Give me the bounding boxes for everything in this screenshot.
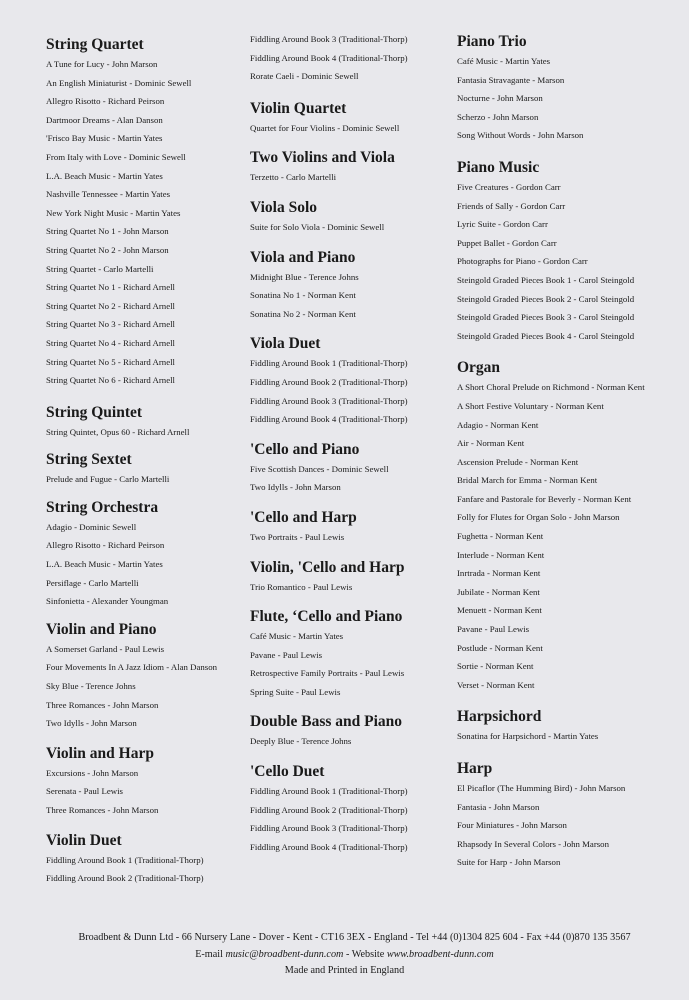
catalogue-column-3: [457, 30, 682, 872]
website-link[interactable]: www.broadbent-dunn.com: [386, 948, 494, 960]
list-item: Fantasia - John Marson: [457, 801, 540, 812]
section-violin-duet: [46, 832, 246, 888]
website-label: - Website: [343, 948, 387, 960]
section-violin-and-piano: [46, 621, 246, 733]
list-item: Ascension Prelude - Norman Kent: [457, 456, 579, 467]
catalogue-column-1: [46, 30, 246, 888]
section-violin-quartet: [250, 100, 455, 138]
contact-line: [0, 947, 689, 964]
list-item: Steingold Graded Pieces Book 3 - Carol Steingold: [457, 312, 635, 323]
section-two-violins-and-viola: [250, 149, 455, 187]
section-harpsichord: [457, 708, 682, 746]
list-item: Fiddling Around Book 1 (Traditional-Thorp): [46, 854, 204, 865]
section-heading: 'Cello Duet: [250, 763, 325, 781]
section-heading: Harp: [457, 760, 493, 777]
list-item: String Quartet No 3 - Richard Arnell: [46, 319, 175, 330]
list-item: Sky Blue - Terence Johns: [46, 681, 136, 692]
list-item: Fiddling Around Book 1 (Traditional-Thorp): [250, 786, 408, 797]
email-label: E-mail: [195, 948, 226, 960]
section-heading: Viola Solo: [250, 198, 318, 216]
publisher-footer: [0, 930, 689, 980]
section-violin-and-harp: [46, 745, 246, 820]
list-item: Retrospective Family Portraits - Paul Lewis: [250, 668, 405, 679]
list-item: Rhapsody In Several Colors - John Marson: [457, 838, 609, 849]
list-item: Menuett - Norman Kent: [457, 605, 542, 616]
section-violin-cello-and-harp: [250, 559, 455, 597]
list-item: Fiddling Around Book 1 (Traditional-Thorp): [250, 358, 408, 369]
section-cello-and-harp: [250, 509, 455, 547]
list-item: Five Creatures - Gordon Carr: [457, 181, 561, 192]
list-item: El Picaflor (The Humming Bird) - John Marson: [457, 783, 626, 793]
list-item: Lyric Suite - Gordon Carr: [457, 219, 548, 230]
list-item: Deeply Blue - Terence Johns: [250, 736, 352, 747]
list-item: Steingold Graded Pieces Book 2 - Carol Steingold: [457, 293, 635, 304]
list-item: Fantasia Stravagante - Marson: [457, 74, 565, 85]
list-item: Suite for Solo Viola - Dominic Sewell: [250, 221, 385, 232]
section-heading: 'Cello and Harp: [250, 508, 357, 526]
section-piano-trio: [457, 33, 682, 145]
publisher-address: Broadbent & Dunn Ltd - 66 Nursery Lane - Dover - Kent - CT16 3EX - England - Tel +44 (0)1304 825 604 - Fax +44 (0)870 135 3567: [78, 932, 631, 943]
list-item: Fughetta - Norman Kent: [457, 531, 544, 542]
list-item: L.A. Beach Music - Martin Yates: [46, 559, 163, 570]
list-item: Fiddling Around Book 3 (Traditional-Thorp): [250, 34, 408, 44]
section-string-quartet: [46, 36, 246, 390]
list-item: Fanfare and Pastorale for Beverly - Norman Kent: [457, 493, 632, 504]
section-heading: Organ: [457, 359, 501, 377]
list-item: Two Idylls - John Marson: [250, 482, 341, 493]
list-item: Inrtrada - Norman Kent: [457, 568, 541, 579]
list-item: Sonatina No 1 - Norman Kent: [250, 290, 356, 301]
section-heading: Piano Music: [457, 158, 540, 176]
section-heading: 'Cello and Piano: [250, 440, 360, 458]
list-item: Air - Norman Kent: [457, 438, 525, 449]
list-item: Adagio - Norman Kent: [457, 419, 539, 430]
list-item: Café Music - Martin Yates: [250, 631, 344, 642]
list-item: Allegro Risotto - Richard Peirson: [46, 96, 165, 107]
list-item: Fiddling Around Book 4 (Traditional-Thorp): [250, 414, 408, 425]
list-item: Folly for Flutes for Organ Solo - John Marson: [457, 512, 620, 523]
section-heading: String Quartet: [46, 36, 144, 53]
list-item: String Quartet No 4 - Richard Arnell: [46, 337, 175, 348]
list-item: Three Romances - John Marson: [46, 805, 159, 815]
list-item: Fiddling Around Book 3 (Traditional-Thorp): [250, 395, 408, 406]
section-string-sextet: [46, 451, 246, 489]
list-item: Allegro Risotto - Richard Peirson: [46, 540, 165, 551]
list-item: A Somerset Garland - Paul Lewis: [46, 643, 165, 654]
section-heading: Two Violins and Viola: [250, 149, 395, 167]
list-item: Four Movements In A Jazz Idiom - Alan Danson: [46, 662, 218, 673]
list-item: Prelude and Fugue - Carlo Martelli: [46, 474, 170, 485]
list-item: Photographs for Piano - Gordon Carr: [457, 256, 588, 267]
section-string-orchestra: [46, 499, 246, 611]
section-cello-duet: [250, 763, 455, 856]
list-item: Sonatina No 2 - Norman Kent: [250, 308, 356, 319]
list-item: Café Music - Martin Yates: [457, 56, 551, 66]
section-heading: Violin, 'Cello and Harp: [250, 558, 405, 576]
list-item: Jubilate - Norman Kent: [457, 586, 540, 597]
section-heading: Violin and Piano: [46, 620, 157, 638]
list-item: Interlude - Norman Kent: [457, 549, 545, 560]
section-viola-duet: [250, 335, 455, 428]
list-item: Fiddling Around Book 2 (Traditional-Thorp): [250, 376, 408, 387]
section-flute-cello-and-piano: [250, 608, 455, 701]
list-item: Spring Suite - Paul Lewis: [250, 686, 341, 697]
section-continued: [250, 30, 455, 86]
list-item: String Quartet No 1 - John Marson: [46, 226, 169, 237]
list-item: Two Idylls - John Marson: [46, 718, 137, 729]
section-heading: String Sextet: [46, 451, 132, 469]
list-item: 'Frisco Bay Music - Martin Yates: [46, 133, 163, 144]
section-heading: Viola Duet: [250, 335, 321, 353]
section-heading: Violin Duet: [46, 831, 122, 849]
list-item: Nashville Tennessee - Martin Yates: [46, 189, 171, 200]
list-item: Fiddling Around Book 4 (Traditional-Thorp): [250, 841, 408, 852]
section-heading: String Quintet: [46, 403, 143, 421]
list-item: Adagio - Dominic Sewell: [46, 521, 137, 532]
list-item: Fiddling Around Book 2 (Traditional-Thorp): [250, 804, 408, 815]
list-item: Steingold Graded Pieces Book 1 - Carol Steingold: [457, 274, 635, 285]
list-item: Midnight Blue - Terence Johns: [250, 271, 359, 282]
list-item: Sonatina for Harpsichord - Martin Yates: [457, 731, 599, 742]
list-item: Fiddling Around Book 3 (Traditional-Thorp): [250, 823, 408, 834]
list-item: Serenata - Paul Lewis: [46, 786, 123, 797]
list-item: String Quartet No 2 - Richard Arnell: [46, 300, 175, 311]
section-heading: Piano Trio: [457, 33, 527, 50]
section-organ: [457, 359, 682, 694]
list-item: String Quartet - Carlo Martelli: [46, 263, 154, 274]
section-heading: Flute, ‘Cello and Piano: [250, 608, 403, 626]
list-item: String Quartet No 2 - John Marson: [46, 244, 169, 255]
list-item: Song Without Words - John Marson: [457, 130, 584, 141]
list-item: A Tune for Lucy - John Marson: [46, 59, 158, 69]
section-viola-and-piano: [250, 249, 455, 324]
catalogue-column-2: [250, 30, 455, 856]
list-item: Pavane - Paul Lewis: [457, 624, 530, 635]
list-item: Five Scottish Dances - Dominic Sewell: [250, 463, 389, 474]
list-item: Scherzo - John Marson: [457, 111, 539, 122]
list-item: Fiddling Around Book 4 (Traditional-Thorp): [250, 52, 408, 63]
list-item: String Quartet No 1 - Richard Arnell: [46, 282, 175, 293]
list-item: Three Romances - John Marson: [46, 699, 159, 710]
list-item: Steingold Graded Pieces Book 4 - Carol Steingold: [457, 330, 635, 341]
list-item: Verset - Norman Kent: [457, 679, 535, 690]
list-item: Nocturne - John Marson: [457, 93, 543, 104]
list-item: Two Portraits - Paul Lewis: [250, 531, 345, 542]
list-item: L.A. Beach Music - Martin Yates: [46, 170, 163, 181]
list-item: Rorate Caeli - Dominic Sewell: [250, 71, 359, 82]
section-double-bass-and-piano: [250, 713, 455, 751]
list-item: String Quartet No 6 - Richard Arnell: [46, 375, 175, 386]
section-heading: Viola and Piano: [250, 248, 356, 266]
list-item: Four Miniatures - John Marson: [457, 820, 567, 831]
list-item: A Short Festive Voluntary - Norman Kent: [457, 400, 604, 411]
section-heading: Violin Quartet: [250, 99, 347, 117]
list-item: Dartmoor Dreams - Alan Danson: [46, 114, 163, 125]
section-cello-and-piano: [250, 441, 455, 497]
list-item: Terzetto - Carlo Martelli: [250, 172, 337, 183]
list-item: Trio Romantico - Paul Lewis: [250, 581, 353, 592]
list-item: Fiddling Around Book 2 (Traditional-Thorp): [46, 873, 204, 884]
list-item: Postlude - Norman Kent: [457, 642, 543, 653]
list-item: Puppet Ballet - Gordon Carr: [457, 237, 557, 248]
section-viola-solo: [250, 199, 455, 237]
list-item: Quartet for Four Violins - Dominic Sewell: [250, 122, 400, 133]
list-item: Bridal March for Emma - Norman Kent: [457, 475, 598, 486]
section-heading: Harpsichord: [457, 708, 542, 726]
printed-note: Made and Printed in England: [284, 965, 405, 976]
list-item: Persiflage - Carlo Martelli: [46, 577, 139, 588]
list-item: String Quintet, Opus 60 - Richard Arnell: [46, 426, 190, 437]
list-item: An English Miniaturist - Dominic Sewell: [46, 77, 192, 88]
section-heading: Double Bass and Piano: [250, 713, 403, 731]
section-string-quintet: [46, 404, 246, 442]
list-item: New York Night Music - Martin Yates: [46, 207, 181, 218]
section-heading: String Orchestra: [46, 498, 159, 516]
list-item: From Italy with Love - Dominic Sewell: [46, 151, 186, 162]
list-item: A Short Choral Prelude on Richmond - Norman Kent: [457, 382, 645, 393]
list-item: Suite for Harp - John Marson: [457, 857, 561, 868]
list-item: Excursions - John Marson: [46, 767, 139, 778]
list-item: String Quartet No 5 - Richard Arnell: [46, 356, 175, 367]
list-item: Sortie - Norman Kent: [457, 661, 534, 672]
list-item: Sinfonietta - Alexander Youngman: [46, 596, 169, 607]
section-piano-music: [457, 159, 682, 345]
list-item: Friends of Sally - Gordon Carr: [457, 200, 566, 211]
list-item: Pavane - Paul Lewis: [250, 649, 323, 660]
section-heading: Violin and Harp: [46, 744, 154, 762]
email-link[interactable]: music@broadbent-dunn.com: [225, 948, 344, 960]
section-harp: [457, 760, 682, 872]
